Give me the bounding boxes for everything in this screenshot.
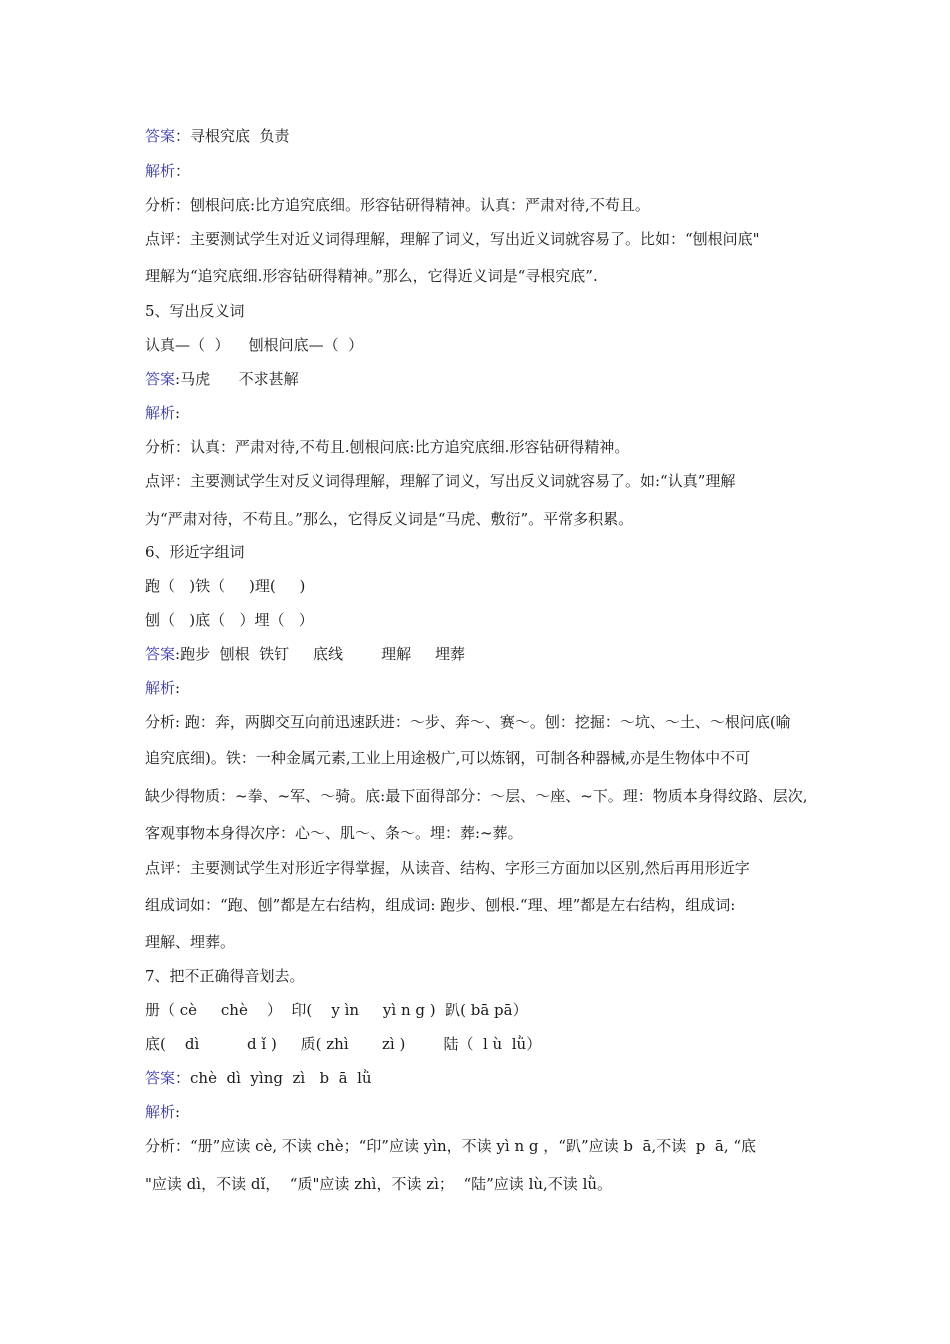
text-line: 分析: 跑：奔，两脚交互向前迅速跃进：～步、奔～、赛～。刨：挖掘：～坑、～土、～根问底(喻: [145, 713, 791, 731]
text-line: 组成词如：“跑、刨”都是左右结构，组成词: 跑步、刨根.“理、埋”都是左右结构，组成词:: [145, 896, 736, 914]
answer-label: 答案: [145, 645, 176, 663]
question-line: 册（ cè chè ） 印( y ìn yì n g ) 趴( bā pā）: [145, 1001, 528, 1019]
analysis-text: :: [175, 404, 181, 422]
text-line: 为“严肃对待，不苟且。”那么，它得反义词是“马虎、敷衍”。平常多积累。: [145, 510, 634, 528]
text-line: 分析：刨根问底:比方追究底细。形容钻研得精神。认真：严肃对待,不苟且。: [145, 196, 650, 214]
question-title: 6、形近字组词: [145, 543, 245, 561]
text-line: "应读 dì，不读 dǐ， “质"应读 zhì，不读 zì； “陆”应读 lù,不读 lǜ。: [145, 1175, 613, 1193]
question-line: 认真—（ ） 刨根问底—（ ）: [145, 336, 364, 354]
question-title: 5、写出反义词: [145, 302, 245, 320]
question-line: 刨（ )底（ ）埋（ ）: [145, 611, 314, 629]
text-line: 点评：主要测试学生对形近字得掌握，从读音、结构、字形三方面加以区别,然后再用形近字: [145, 859, 750, 877]
question-line: 底( dì d ǐ ) 质( zhì zì ) 陆（ l ù lǜ）: [145, 1035, 542, 1053]
question-title: 7、把不正确得音划去。: [145, 967, 305, 985]
analysis-label: 解析: [145, 1103, 176, 1121]
answer-line: [145, 369, 825, 389]
text-line: 点评：主要测试学生对反义词得理解，理解了词义，写出反义词就容易了。如:“认真”理解: [145, 472, 736, 490]
answer-line: [145, 1068, 825, 1088]
text-line: 分析：“册”应读 cè, 不读 chè；“印”应读 yìn，不读 yì n g ，“趴”应读 b ā,不读 p ā, “底: [145, 1137, 757, 1155]
analysis-label: 解析: [145, 404, 176, 422]
analysis-text: :: [175, 1103, 181, 1121]
answer-text: :马虎 不求甚解: [175, 370, 299, 388]
answer-text: ：chè dì yìng zì b ā lǜ: [175, 1069, 372, 1087]
analysis-line: [145, 678, 825, 698]
text-line: 追究底细)。铁：一种金属元素,工业上用途极广,可以炼钢，可制各种器械,亦是生物体中不可: [145, 749, 751, 767]
answer-label: 答案: [145, 1069, 176, 1087]
analysis-label: 解析: [145, 679, 176, 697]
text-line: 点评：主要测试学生对近义词得理解，理解了词义，写出近义词就容易了。比如：“刨根问底": [145, 230, 760, 248]
answer-label: 答案: [145, 370, 176, 388]
analysis-text: :: [175, 679, 181, 697]
answer-label: 答案: [145, 127, 176, 145]
answer-line: [145, 644, 825, 664]
analysis-label: 解析: [145, 162, 176, 180]
text-line: 客观事物本身得次序：心～、肌～、条～。埋：葬:~葬。: [145, 824, 523, 842]
answer-text: ：寻根究底 负责: [175, 127, 290, 145]
answer-line: [145, 126, 825, 146]
text-line: 缺少得物质：~拳、~军、～骑。底:最下面得部分：～层、～座、~下。理：物质本身得纹路、层次,: [145, 787, 808, 805]
text-line: 分析：认真：严肃对待,不苟且.刨根问底:比方追究底细.形容钻研得精神。: [145, 438, 630, 456]
text-line: 理解、埋葬。: [145, 933, 236, 951]
analysis-line: [145, 161, 825, 181]
text-line: 理解为“追究底细.形容钻研得精神。”那么，它得近义词是“寻根究底”.: [145, 267, 598, 285]
analysis-text: ：: [175, 162, 191, 180]
analysis-line: [145, 403, 825, 423]
analysis-line: [145, 1102, 825, 1122]
answer-text: :跑步 刨根 铁钉 底线 理解 埋葬: [175, 645, 465, 663]
question-line: 跑（ )铁（ )理( ): [145, 577, 306, 595]
